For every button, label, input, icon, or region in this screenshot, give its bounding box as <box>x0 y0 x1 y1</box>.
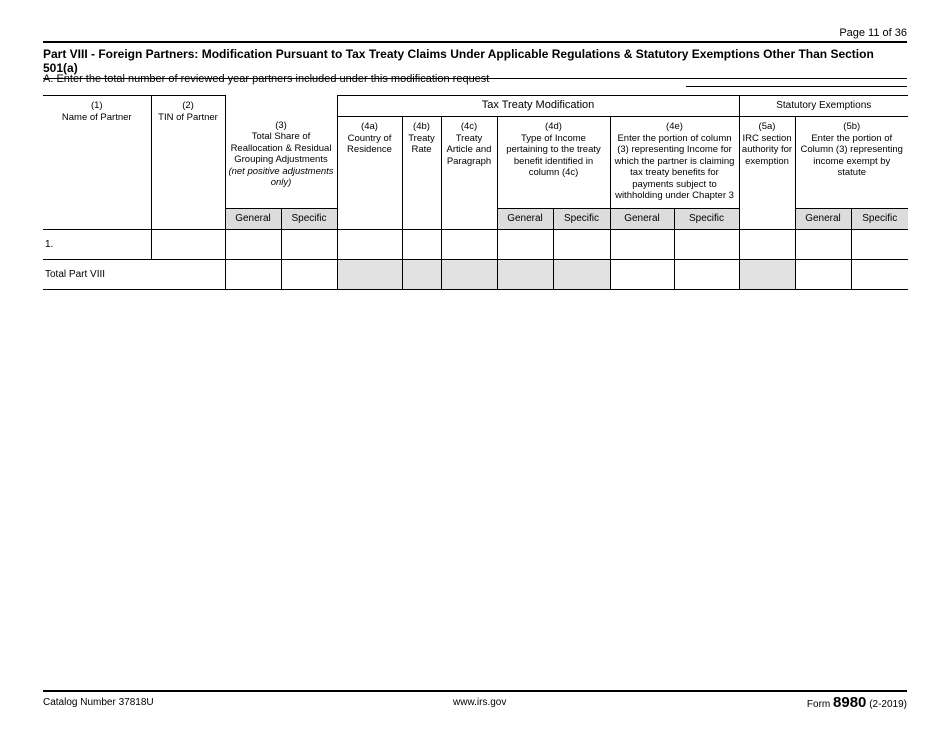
tin-cell[interactable] <box>151 230 225 260</box>
col3-general-cell[interactable] <box>225 230 281 260</box>
col4c-header: (4c) Treaty Article and Paragraph <box>441 117 497 230</box>
col4e-general-header: General <box>610 209 674 230</box>
total-col5b-specific-cell[interactable] <box>851 260 908 290</box>
col4a-header: (4a) Country of Residence <box>337 117 402 230</box>
total-col3-specific-cell[interactable] <box>281 260 337 290</box>
total-shaded-cell <box>402 260 441 290</box>
col3-specific-cell[interactable] <box>281 230 337 260</box>
col4d-specific-cell[interactable] <box>553 230 610 260</box>
col4d-general-cell[interactable] <box>497 230 553 260</box>
part-title: Part VIII - Foreign Partners: Modification Pursuant to Tax Treaty Claims Under Applicable Regulations & Statutory Exemptions Other Than Section 501(a) <box>43 41 907 79</box>
treaty-article-cell[interactable] <box>441 230 497 260</box>
col4e-specific-cell[interactable] <box>674 230 739 260</box>
statutory-group-header: Statutory Exemptions <box>739 96 908 117</box>
total-col3-general-cell[interactable] <box>225 260 281 290</box>
country-cell[interactable] <box>337 230 402 260</box>
total-col5b-general-cell[interactable] <box>795 260 851 290</box>
col3-general-header: General <box>225 209 281 230</box>
total-col4e-specific-cell[interactable] <box>674 260 739 290</box>
total-row <box>43 260 908 290</box>
table-row <box>43 230 908 260</box>
col4d-header: (4d) Type of Income pertaining to the treaty benefit identified in column (4c) <box>497 117 610 209</box>
col2-header: (2) TIN of Partner <box>151 96 225 230</box>
col5b-specific-cell[interactable] <box>851 230 908 260</box>
col4e-header: (4e) Enter the portion of column (3) representing Income for which the partner is claiming tax treaty benefits for payments subject to withholding under Chapter 3 <box>610 117 739 209</box>
form-id: Form 8980 (2-2019) <box>806 694 907 711</box>
col4d-specific-header: Specific <box>553 209 610 230</box>
catalog-number: Catalog Number 37818U <box>43 697 154 708</box>
col4e-specific-header: Specific <box>674 209 739 230</box>
total-shaded-cell <box>441 260 497 290</box>
irc-section-cell[interactable] <box>739 230 795 260</box>
partner-table <box>43 95 908 290</box>
col5a-header: (5a) IRC section authority for exemption <box>739 117 795 230</box>
col3-specific-header: Specific <box>281 209 337 230</box>
total-shaded-cell <box>739 260 795 290</box>
total-shaded-cell <box>497 260 553 290</box>
line-a-entry-field[interactable] <box>686 86 907 87</box>
col4e-general-cell[interactable] <box>610 230 674 260</box>
col5b-header: (5b) Enter the portion of Column (3) representing income exempt by statute <box>795 117 908 209</box>
irs-website: www.irs.gov <box>453 697 507 708</box>
total-shaded-cell <box>337 260 402 290</box>
page-number: Page 11 of 36 <box>839 27 907 39</box>
row-number-cell[interactable]: 1. <box>43 230 151 260</box>
tax-treaty-group-header: Tax Treaty Modification <box>337 96 739 117</box>
total-shaded-cell <box>553 260 610 290</box>
line-a-label: A. Enter the total number of reviewed year partners included under this modification request <box>43 73 490 85</box>
col3-header: (3) Total Share of Reallocation & Residual Grouping Adjustments (net positive adjustments only) <box>225 96 337 209</box>
total-col4e-general-cell[interactable] <box>610 260 674 290</box>
col4b-header: (4b) Treaty Rate <box>402 117 441 230</box>
total-label: Total Part VIII <box>43 260 225 290</box>
col5b-specific-header: Specific <box>851 209 908 230</box>
col5b-general-cell[interactable] <box>795 230 851 260</box>
treaty-rate-cell[interactable] <box>402 230 441 260</box>
col4d-general-header: General <box>497 209 553 230</box>
col5b-general-header: General <box>795 209 851 230</box>
col1-header: (1) Name of Partner <box>43 96 151 230</box>
page-footer <box>43 690 907 711</box>
